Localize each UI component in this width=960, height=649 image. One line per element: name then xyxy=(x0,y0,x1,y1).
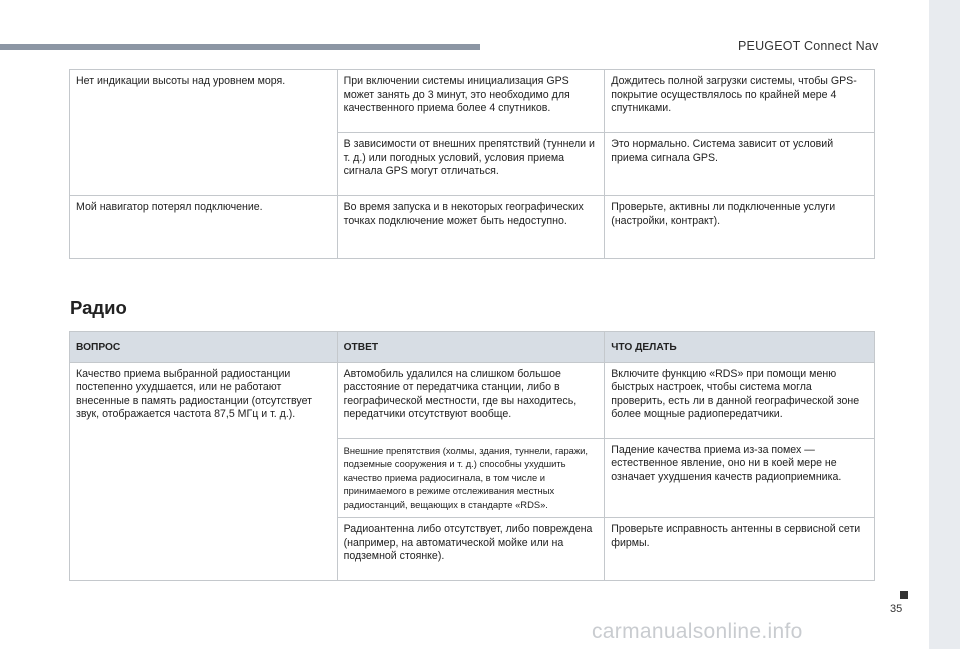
question-cell: Нет индикации высоты над уровнем моря. xyxy=(70,70,338,196)
solution-cell: Проверьте исправность антенны в сервисной сети фирмы. xyxy=(605,518,875,581)
answer-cell: Автомобиль удалился на слишком большое расстояние от передатчика станции, либо в географической местности, где вы находитесь, передатчики отсутствуют вообще. xyxy=(337,362,605,438)
side-strip xyxy=(929,0,960,649)
solution-cell: Падение качества приема из-за помех — естественное явление, оно ни в коей мере не означает ухудшения качеств радиоприемника. xyxy=(605,438,875,518)
radio-troubleshooting-table xyxy=(69,331,875,581)
answer-cell: Во время запуска и в некоторых географических точках подключение может быть недоступно. xyxy=(337,196,605,259)
watermark: carmanualsonline.info xyxy=(592,620,803,643)
answer-cell: Внешние препятствия (холмы, здания, туннели, гаражи, подземные сооружения и т. д.) способны ухудшить качество приема радиосигнала, в том числе и принимаемого в режиме отслеживания местных радиостанций, вещающих в стандарте «RDS». xyxy=(337,438,605,518)
table-row xyxy=(70,362,875,438)
table-header-row xyxy=(70,332,875,363)
top-accent-bar xyxy=(0,44,480,50)
solution-cell: Проверьте, активны ли подключенные услуги (настройки, контракт). xyxy=(605,196,875,259)
answer-cell: В зависимости от внешних препятствий (туннели и т. д.) или погодных условий, условия приема сигнала GPS могут отличаться. xyxy=(337,133,605,196)
column-header-question: ВОПРОС xyxy=(70,332,338,363)
page-header-title: PEUGEOT Connect Nav xyxy=(738,39,879,53)
question-cell: Мой навигатор потерял подключение. xyxy=(70,196,338,259)
gps-troubleshooting-table xyxy=(69,69,875,259)
table-row xyxy=(70,70,875,133)
question-cell: Качество приема выбранной радиостанции постепенно ухудшается, или не работают внесенные в память радиостанции (отсутствует звук, отображается частота 87,5 МГц и т. д.). xyxy=(70,362,338,581)
solution-cell: Включите функцию «RDS» при помощи меню быстрых настроек, чтобы система могла проверить, есть ли в данной географической зоне более мощные радиопередатчики. xyxy=(605,362,875,438)
solution-cell: Дождитесь полной загрузки системы, чтобы GPS-покрытие осуществлялось по крайней мере 4 спутниками. xyxy=(605,70,875,133)
table-row xyxy=(70,196,875,259)
page-marker-square xyxy=(900,591,908,599)
column-header-action: ЧТО ДЕЛАТЬ xyxy=(605,332,875,363)
solution-cell: Это нормально. Система зависит от условий приема сигнала GPS. xyxy=(605,133,875,196)
answer-cell: При включении системы инициализация GPS может занять до 3 минут, это необходимо для качественного приема более 4 спутников. xyxy=(337,70,605,133)
column-header-answer: ОТВЕТ xyxy=(337,332,605,363)
page-number: 35 xyxy=(890,603,903,615)
answer-cell: Радиоантенна либо отсутствует, либо повреждена (например, на автоматической мойке или на подземной стоянке). xyxy=(337,518,605,581)
section-title-radio: Радио xyxy=(70,297,127,318)
